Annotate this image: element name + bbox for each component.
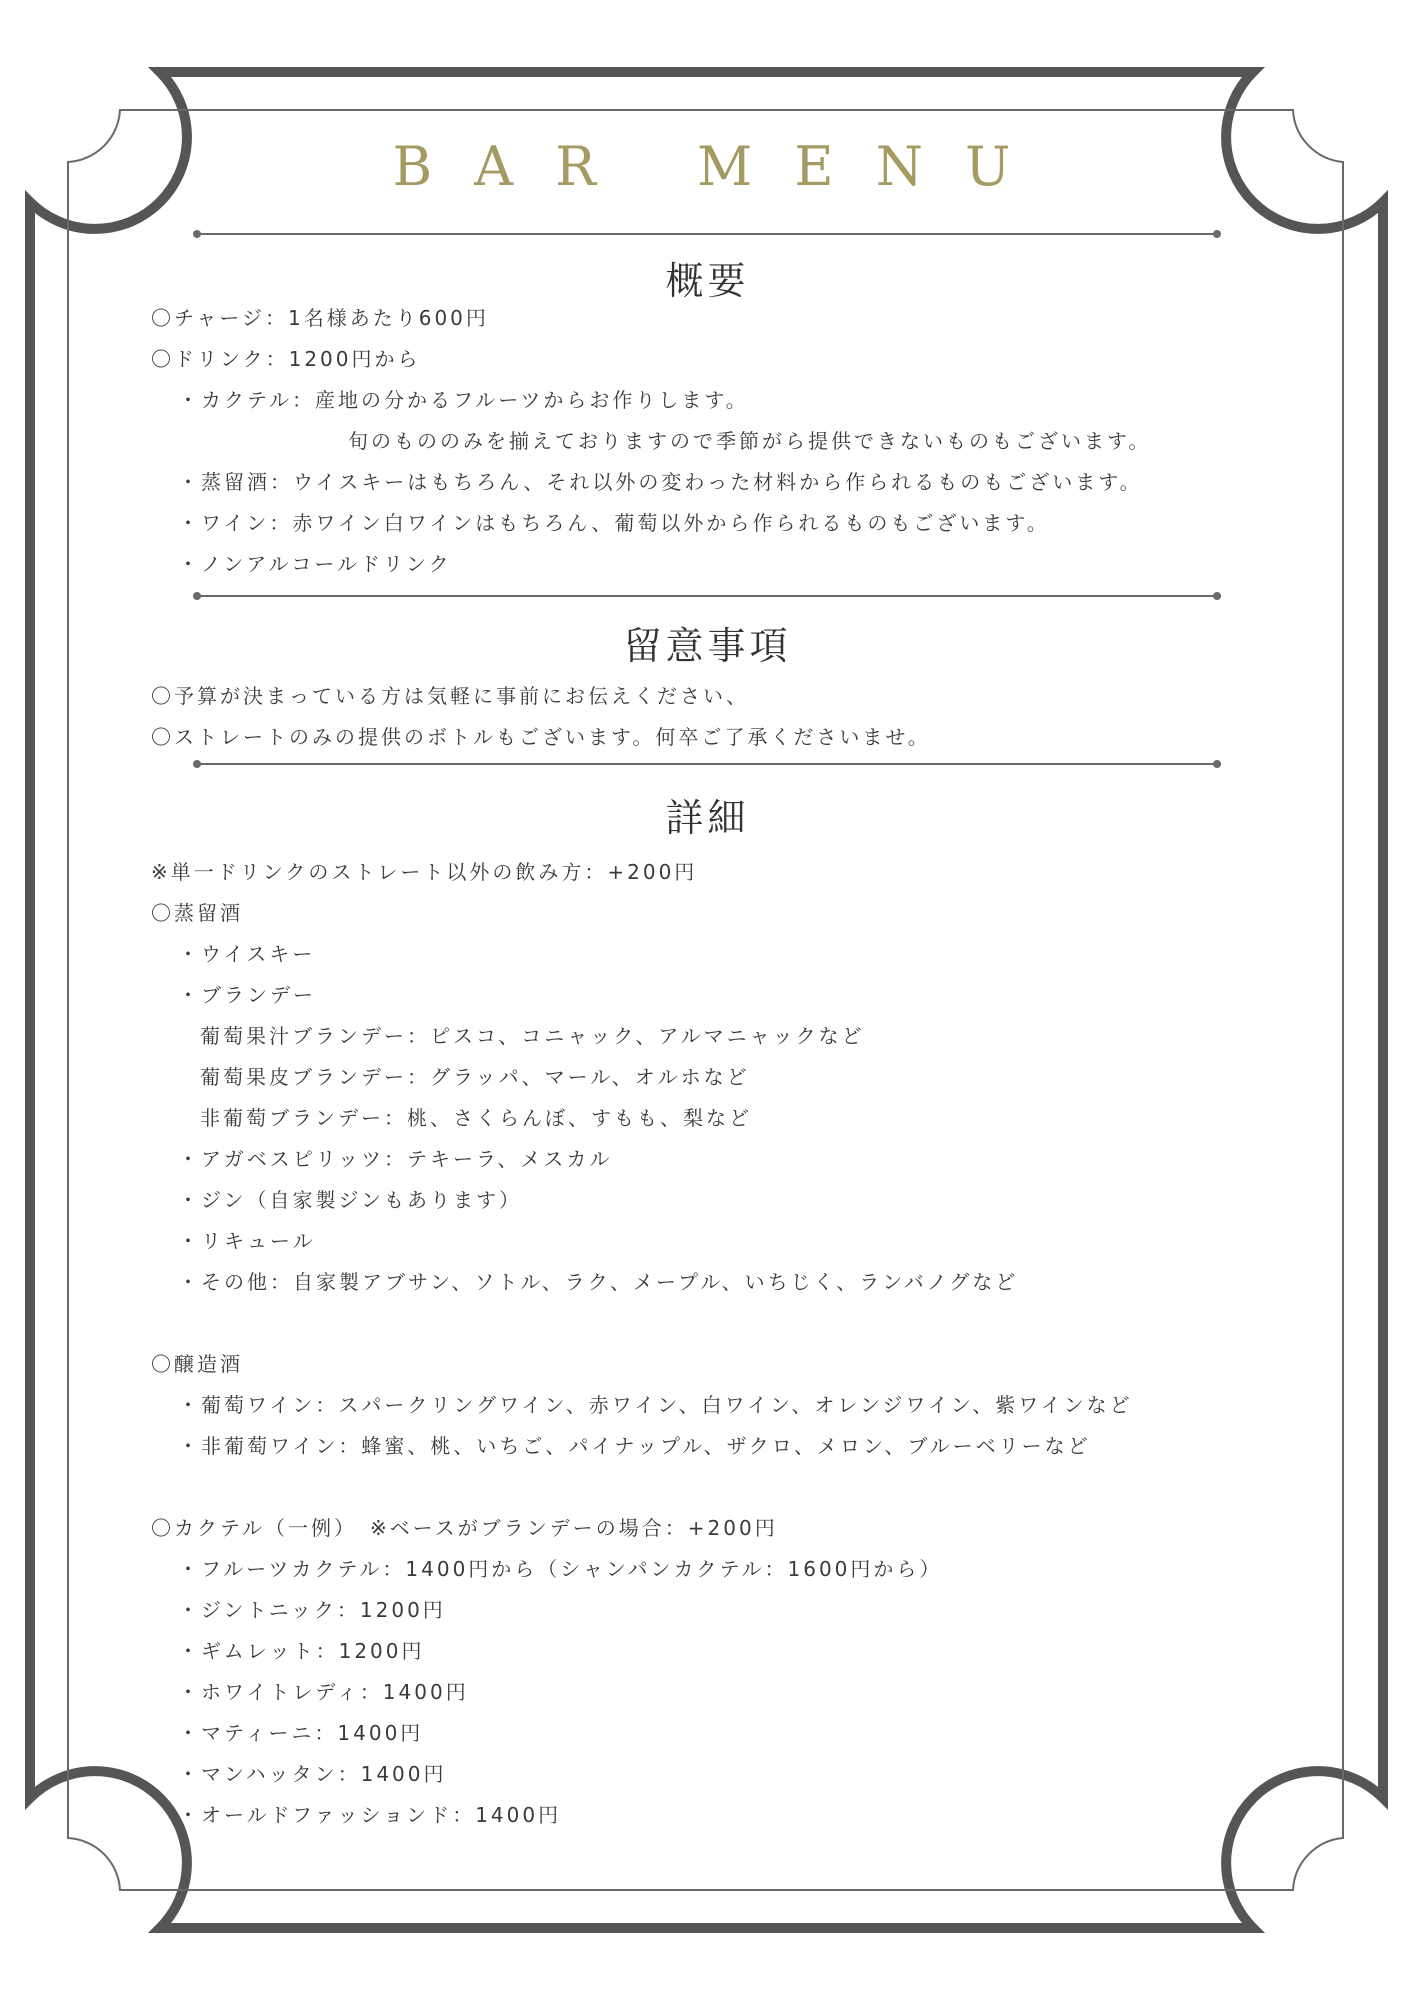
overview-wine: ・ワイン：赤ワイン白ワインはもちろん、葡萄以外から作られるものもございます。: [178, 511, 1050, 535]
details-whisky: ・ウイスキー: [178, 942, 316, 966]
details-fruit-cocktail: ・フルーツカクテル：1400円から（シャンパンカクテル：1600円から）: [178, 1557, 943, 1581]
details-martini: ・マティーニ：1400円: [178, 1721, 424, 1745]
section-heading-overview: 概要: [665, 259, 750, 303]
details-liqueur: ・リキュール: [178, 1229, 316, 1253]
details-manhattan: ・マンハッタン：1400円: [178, 1762, 447, 1786]
details-old-fashioned: ・オールドファッションド：1400円: [178, 1803, 562, 1827]
details-white-lady: ・ホワイトレディ：1400円: [178, 1680, 469, 1704]
details-agave: ・アガベスピリッツ：テキーラ、メスカル: [178, 1147, 613, 1171]
overview-cocktail-note: 旬のもののみを揃えておりますので季節がら提供できないものもございます。: [348, 429, 1152, 453]
overview-nonalcohol: ・ノンアルコールドリンク: [178, 552, 452, 576]
overview-charge: 〇チャージ：1名様あたり600円: [151, 306, 489, 330]
details-others: ・その他：自家製アブサン、ソトル、ラク、メープル、いちじく、ランバノグなど: [178, 1270, 1019, 1294]
details-gin-tonic: ・ジントニック：1200円: [178, 1598, 446, 1622]
section-heading-notes: 留意事項: [623, 624, 792, 668]
details-brewed: 〇醸造酒: [151, 1352, 243, 1376]
details-grape-wine: ・葡萄ワイン：スパークリングワイン、赤ワイン、白ワイン、オレンジワイン、紫ワインなど: [178, 1393, 1133, 1417]
details-nongrape-wine: ・非葡萄ワイン：蜂蜜、桃、いちご、パイナップル、ザクロ、メロン、ブルーベリーなど: [178, 1434, 1091, 1458]
divider: [197, 763, 1217, 765]
overview-drink: 〇ドリンク：1200円から: [151, 347, 421, 371]
details-brandy: ・ブランデー: [178, 983, 316, 1007]
menu-title: BAR MENU: [392, 135, 1053, 198]
section-heading-details: 詳細: [665, 796, 750, 840]
details-cocktails: 〇カクテル（一例） ※ベースがブランデーの場合：+200円: [151, 1516, 778, 1540]
details-gin: ・ジン（自家製ジンもあります）: [178, 1188, 522, 1212]
details-brandy-nongrape: 非葡萄ブランデー：桃、さくらんぼ、すもも、梨など: [200, 1106, 752, 1130]
details-gimlet: ・ギムレット：1200円: [178, 1639, 425, 1663]
overview-spirits: ・蒸留酒：ウイスキーはもちろん、それ以外の変わった材料から作られるものもございます。: [178, 470, 1143, 494]
details-brandy-grape: 葡萄果汁ブランデー：ピスコ、コニャック、アルマニャックなど: [200, 1024, 865, 1048]
notes-budget: 〇予算が決まっている方は気軽に事前にお伝えください、: [151, 684, 749, 708]
details-surcharge: ※単一ドリンクのストレート以外の飲み方：+200円: [151, 860, 698, 884]
divider: [197, 595, 1217, 597]
notes-straight: 〇ストレートのみの提供のボトルもございます。何卒ご了承くださいませ。: [151, 725, 931, 749]
details-distilled: 〇蒸留酒: [151, 901, 243, 925]
divider: [197, 233, 1217, 235]
details-brandy-skin: 葡萄果皮ブランデー：グラッパ、マール、オルホなど: [200, 1065, 750, 1089]
overview-cocktail: ・カクテル：産地の分かるフルーツからお作りします。: [178, 388, 749, 412]
